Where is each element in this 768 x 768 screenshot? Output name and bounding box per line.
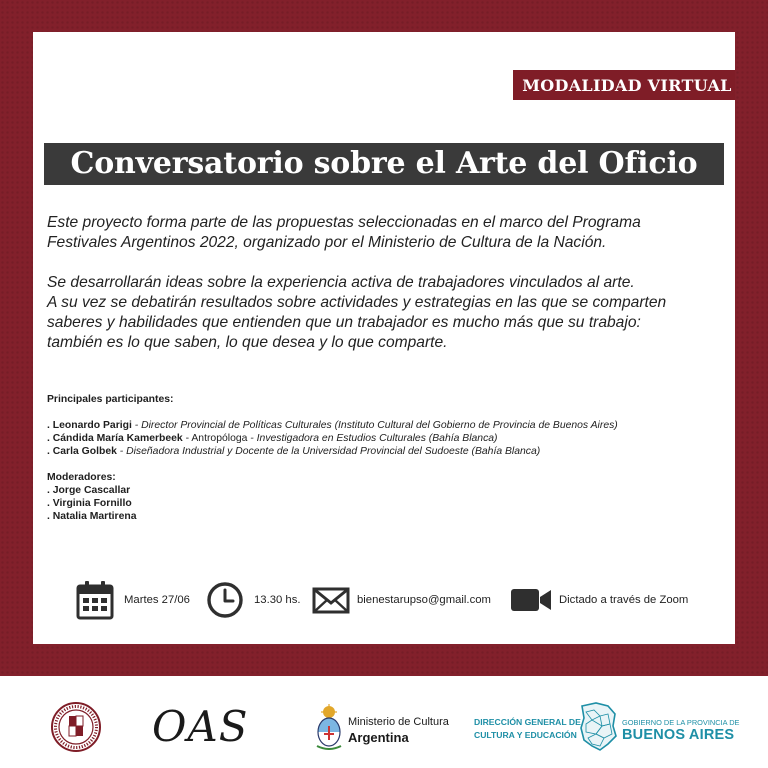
ministry-line1: Ministerio de Cultura bbox=[348, 716, 449, 728]
date-detail bbox=[76, 580, 190, 620]
participants-heading: Principales participantes: bbox=[47, 394, 174, 405]
participant-item bbox=[47, 419, 737, 432]
moderators-heading: Moderadores: bbox=[47, 472, 116, 483]
dgce-line2: CULTURA Y EDUCACIÓN bbox=[474, 730, 577, 740]
time-text: 13.30 hs. bbox=[254, 594, 301, 606]
oas-logo-text: OAS bbox=[152, 702, 249, 751]
upso-seal-logo bbox=[50, 701, 102, 753]
dgce-logo-text bbox=[474, 716, 581, 742]
ministry-logo-text bbox=[348, 715, 449, 745]
participants-section bbox=[47, 393, 737, 523]
envelope-icon bbox=[312, 580, 350, 620]
calendar-icon bbox=[76, 580, 114, 620]
dgce-line1: DIRECCIÓN GENERAL DE bbox=[474, 717, 581, 727]
email-text: bienestarupso@gmail.com bbox=[357, 594, 491, 606]
email-detail bbox=[312, 580, 491, 620]
page-title: Conversatorio sobre el Arte del Oficio bbox=[44, 143, 724, 185]
buenos-aires-province-map-icon bbox=[578, 700, 618, 752]
gov-line2: BUENOS AIRES bbox=[622, 727, 735, 743]
participant-role: - Diseñadora Industrial y Docente de la Universidad Provincial del Sudoeste (Bahía Blanca) bbox=[116, 446, 541, 457]
participant-name: . Cándida María Kamerbeek bbox=[47, 433, 183, 444]
event-details bbox=[76, 580, 716, 620]
participant-role-plain: - Antropóloga bbox=[182, 433, 248, 444]
clock-icon bbox=[206, 580, 244, 620]
date-text: Martes 27/06 bbox=[124, 594, 190, 606]
argentina-coat-of-arms-icon bbox=[314, 704, 344, 750]
moderator-item: . Jorge Cascallar bbox=[47, 485, 131, 496]
ministry-line2: Argentina bbox=[348, 730, 409, 745]
participant-item bbox=[47, 432, 737, 445]
oas-logo bbox=[152, 702, 252, 752]
intro-text bbox=[47, 213, 727, 353]
intro-line: A su vez se debatirán resultados sobre actividades y estrategias en las que se comparten bbox=[47, 294, 667, 311]
video-camera-icon bbox=[510, 580, 552, 620]
participant-role: - Director Provincial de Políticas Culturales (Instituto Cultural del Gobierno de Provincia de Buenos Aires) bbox=[131, 420, 618, 431]
participant-role: - Investigadora en Estudios Culturales (Bahía Blanca) bbox=[247, 433, 498, 444]
time-detail bbox=[206, 580, 300, 620]
intro-line: Festivales Argentinos 2022, organizado por el Ministerio de Cultura de la Nación. bbox=[47, 234, 607, 251]
modality-badge: MODALIDAD VIRTUAL bbox=[513, 70, 735, 100]
platform-detail bbox=[510, 580, 688, 620]
platform-text: Dictado a través de Zoom bbox=[559, 594, 689, 606]
intro-line: Se desarrollarán ideas sobre la experiencia activa de trabajadores vinculados al arte. bbox=[47, 274, 635, 291]
gov-line1: GOBIERNO DE LA PROVINCIA DE bbox=[622, 718, 740, 727]
participant-name: . Leonardo Parigi bbox=[47, 420, 132, 431]
intro-line: también es lo que saben, lo que desea y lo que comparte. bbox=[47, 334, 448, 351]
intro-line: Este proyecto forma parte de las propuestas seleccionadas en el marco del Programa bbox=[47, 214, 641, 231]
moderator-item: . Natalia Martirena bbox=[47, 511, 137, 522]
moderator-item: . Virginia Fornillo bbox=[47, 498, 132, 509]
buenos-aires-gov-logo-text bbox=[622, 716, 739, 742]
participant-item bbox=[47, 445, 737, 458]
participant-name: . Carla Golbek bbox=[47, 446, 117, 457]
footer-logos bbox=[0, 676, 768, 768]
intro-line: saberes y habilidades que entienden que un trabajador es mucho más que su trabajo: bbox=[47, 314, 641, 331]
